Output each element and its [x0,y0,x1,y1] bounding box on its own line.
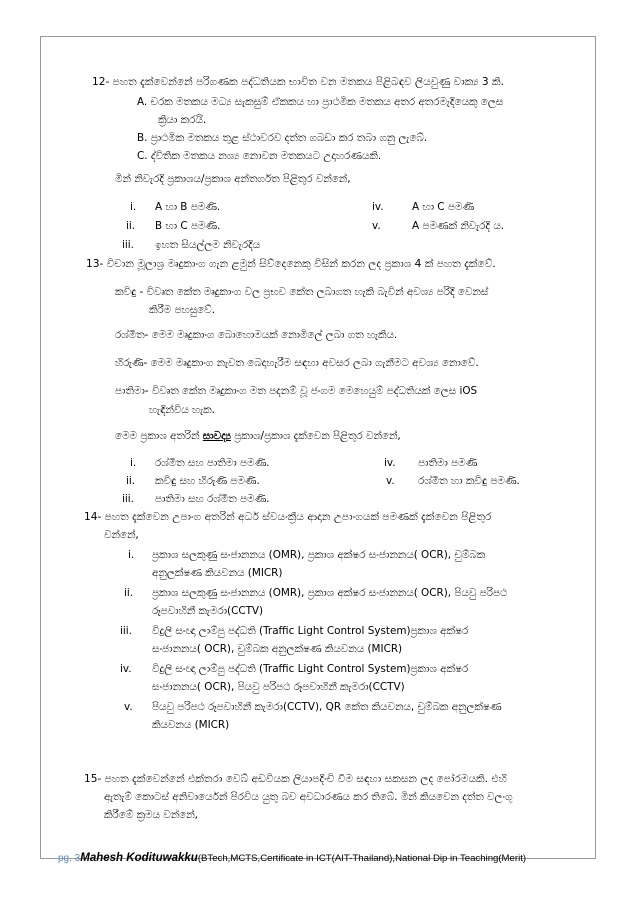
q12-option-num: iii. [122,239,134,251]
q14-option-num: v. [124,701,133,713]
q14-option-line2: රූපවාහිනී කැමරා(CCTV) [152,605,264,617]
q13-statement-kavindu-cont: කිරීම පහසුවේ. [149,304,216,316]
q15-stem-cont: කිරීමේ ක්‍රමය වන්නේ, [104,809,198,821]
q15-stem: 15- පහත දැක්වෙන්නේ එක්තරා වෙබ් අඩවියක ලියාපදිංචි වීම සඳහා සකසන ලද පෝරමයකි. එහි [84,773,507,785]
q12-option-text: ඉහත සියල්ලම නිවැරදිය [155,239,261,251]
q14-option-line1: විදුලි සංඥා ලාම්පු පද්ධති (Traffic Light Control System)ප්‍රකාශ අක්ෂර [152,625,469,637]
q12-statement-c: C. ද්විතික මතකය නශ්‍ය නොවන මතකයට උදාහරණයකි. [137,150,382,162]
q14-option-num: iv. [120,663,132,675]
author-name: Mahesh Kodituwakku [80,852,198,864]
q13-statement-pathima: පාතිමා- විවෘත කේත මෘදුකාංග මත පදනම් වූ ජංගම මෙහෙයුම් පද්ධතියක් ලෙස iOS [115,385,478,397]
q14-option-num: iii. [120,625,132,637]
q14-option-num: ii. [124,587,134,599]
q12-stem: 12- පහත දැක්වෙන්නේ පරිගණක පද්ධතියක භාවිත වන මතකය පිළිබඳව ලියවුණු වාක්‍ය 3 කි. [92,76,505,88]
q12-prompt: මින් නිවැරදි ප්‍රකාශය/ප්‍රකාශ අන්තර්ගත පිළිතුර වන්නේ, [115,173,351,185]
q13-statement-kavindu: කවිඳු - විවෘත කේත මෘදුකාංග වල ප්‍රභව කේත ලබාගත හැකි බැවින් අවශ්‍ය පරිදි වෙනස් [115,286,489,298]
q12-statement-b: B. ප්‍රාථමික මතකය තුළ ස්ථාවරව දත්ත ගබඩා කර තබා ගනු ලැබේ. [137,132,428,144]
q13-option-text: රශ්මීත හා කවිඳු පමණි. [418,475,520,487]
q13-prompt: මෙම ප්‍රකාශ අතරින් සාවද්‍ය ප්‍රකාශ/ප්‍රකාශ දැක්වෙන පිළිතුර වන්නේ, [115,430,401,442]
q12-option-num: ii. [126,220,136,232]
q13-option-num: iii. [122,493,134,505]
q12-option-text: A පමණක් නිවැරදි ය. [412,220,505,232]
q13-statement-pathima-cont: හැඳින්විය හැක. [149,404,215,416]
page-footer [58,851,526,866]
q12-statement-a: A. චරක මතකය මධ්‍ය සැකසුම් ඒකකය හා ප්‍රාථමික මතකය අතර අතරමැදියෙකු ලෙස [137,96,504,108]
page-number: pg. 3 [58,853,81,864]
q12-statement-a-cont: ක්‍රියා කරයි. [158,114,207,126]
q13-option-text: කවිඳු සහ හිරුණි පමණි. [155,475,260,487]
q13-option-num: ii. [126,475,136,487]
q15-stem-cont: ඇතැම් කොටස් අනිවාර්යෙන් පිරවිය යුතු බව අවධාරණය කර තිබේ. මින් කියවෙන දත්ත වලංගු [104,791,513,803]
q14-option-line1: විදුලි සංඥා ලාම්පු පද්ධති (Traffic Light Control System)ප්‍රකාශ අක්ෂර [152,663,469,675]
q12-option-num: iv. [372,201,384,213]
q13-option-text: පාතිමා සහ රශ්මීත පමණි. [155,493,270,505]
q14-option-num: i. [128,549,135,561]
q13-option-num: iv. [384,457,396,469]
q12-option-num: i. [130,201,137,213]
q14-option-line2: කියවනය (MICR) [152,719,230,731]
q12-option-text: A හා B පමණි. [155,201,221,213]
q13-stem: 13- විචාන මූලාශ්‍ර මෘදුකාංග ගැන ළමුන් සිව්දෙනෙකු විසින් කරන ලද ප්‍රකාශ 4 ක් පහත දැක්වේ. [86,258,496,270]
q13-option-num: i. [130,457,137,469]
q13-option-num: v. [386,475,395,487]
q14-option-line1: ප්‍රකාශ සලකුණු සංජානනය (OMR), ප්‍රකාශ අක්ෂර සංජානනය( OCR), චුම්බක [152,549,486,561]
q12-option-num: v. [372,220,381,232]
q14-option-line2: අනුලක්ෂණ කියවනය (MICR) [152,567,283,579]
q14-option-line1: පියවු පරිපථ රූපවාහිනී කැමරා(CCTV), QR කේත කියවනය, චුම්බක අනුලක්ෂණ [152,701,502,713]
q13-option-text: පාතිමා පමණි [418,457,478,469]
q14-option-line2: සංජානනය( OCR), පියවු පරිපථ රූපවාහිනී කැමරා(CCTV) [152,681,405,693]
q14-stem-cont: වන්නේ, [104,529,139,541]
q13-statement-rashmeetha: රශ්මීත- මෙම මෘදුකාංග බොහොමයක් නොමිලේ ලබා ගත හැකිය. [115,329,398,341]
emphasis-incorrect: සාවද්‍ය [202,430,231,442]
q14-stem: 14- පහත දැක්වෙන උපාංග අතරින් අර්ධ ස්වයංක්‍රීය ආදාන උපාංගයක් පමණක් දැක්වෙන පිළිතුර [84,511,492,523]
q14-option-line2: සංජානනය( OCR), චුම්බක අනුලක්ෂණ කියවනය (MICR) [152,643,403,655]
q13-statement-hiruni: හිරුණි- මෙම මෘදුකාංග නැවත බෙදාහැරීම සඳහා අවසර ලබා ගැනීමට අවශ්‍ය නොවේ. [115,357,479,369]
q13-option-text: රශ්මීත සහ පාතිමා පමණි. [155,457,270,469]
author-credentials: (BTech,MCTS,Certificate in ICT(AIT-Thailand),National Dip in Teaching(Merit) [197,853,527,864]
q12-option-text: A හා C පමණි [412,201,475,213]
q12-option-text: B හා C පමණි. [155,220,221,232]
q14-option-line1: ප්‍රකාශ සලකුණු සංජානනය (OMR), ප්‍රකාශ අක්ෂර සංජානනය( OCR), පියවු පරිපථ [152,587,508,599]
